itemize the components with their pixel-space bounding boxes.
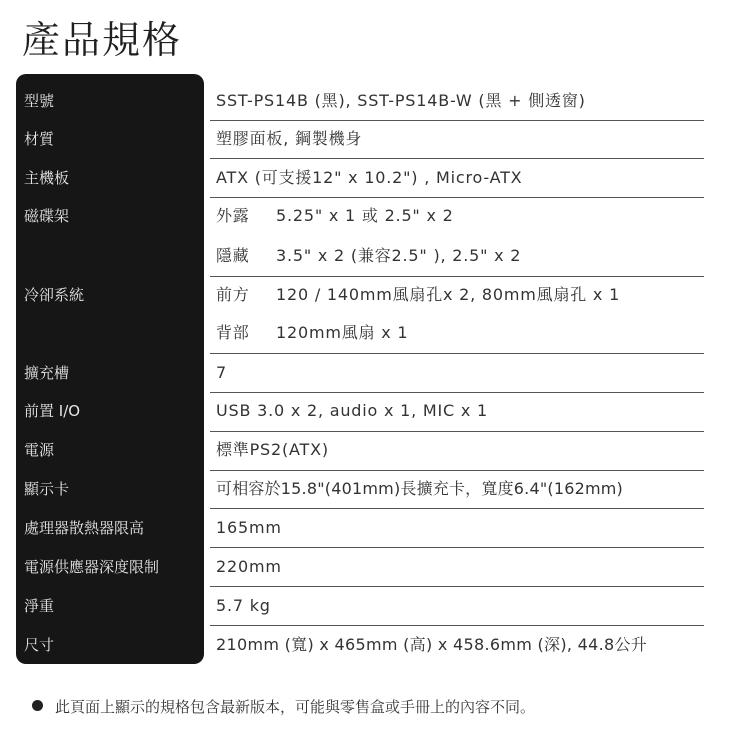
spec-value: SST-PS14B (黑), SST-PS14B-W (黑 + 側透窗)	[216, 91, 586, 110]
spec-label: 冷卻系統	[24, 286, 85, 304]
spec-row-dimensions	[0, 626, 750, 664]
spec-value: 可相容於15.8"(401mm)長擴充卡，寬度6.4"(162mm)	[216, 479, 623, 498]
spec-row-graphics-card	[0, 470, 750, 508]
spec-row-expansion-slots	[0, 354, 750, 392]
spec-value: USB 3.0 x 2, audio x 1, MIC x 1	[216, 401, 489, 420]
page-title: 產品規格	[22, 18, 183, 62]
footnote	[32, 696, 535, 718]
spec-label: 尺寸	[24, 636, 55, 654]
spec-value	[216, 237, 521, 275]
spec-value: 標準PS2(ATX)	[216, 440, 329, 459]
spec-row-model	[0, 82, 750, 120]
spec-row-cpu-cooler-height	[0, 509, 750, 547]
spec-value: 5.7 kg	[216, 596, 271, 615]
spec-row-material	[0, 120, 750, 158]
spec-row-cooling-front	[0, 276, 750, 314]
spec-sub-label: 外露	[216, 206, 250, 225]
spec-label: 主機板	[24, 169, 70, 187]
spec-row-drive-bays-internal	[0, 237, 750, 275]
spec-label: 電源	[24, 441, 55, 459]
footnote-text: 此頁面上顯示的規格包含最新版本，可能與零售盒或手冊上的內容不同。	[55, 698, 536, 716]
spec-row-psu-depth	[0, 548, 750, 586]
spec-row-net-weight	[0, 587, 750, 625]
spec-label: 型號	[24, 92, 55, 110]
spec-label: 磁碟架	[24, 207, 70, 225]
spec-value: 7	[216, 363, 227, 382]
spec-sub-value: 5.25" x 1 或 2.5" x 2	[276, 206, 454, 225]
spec-value: ATX (可支援12" x 10.2") , Micro-ATX	[216, 168, 523, 187]
spec-row-power-supply	[0, 431, 750, 469]
bullet-icon	[32, 700, 43, 711]
spec-sub-label: 隱藏	[216, 246, 250, 265]
spec-value	[216, 314, 408, 352]
spec-label: 材質	[24, 130, 55, 148]
spec-label: 處理器散熱器限高	[24, 519, 145, 537]
spec-value: 220mm	[216, 557, 282, 576]
spec-label: 電源供應器深度限制	[24, 558, 160, 576]
spec-row-drive-bays-external	[0, 197, 750, 235]
spec-value: 210mm (寬) x 465mm (高) x 458.6mm (深), 44.8公升	[216, 635, 648, 654]
spec-label: 淨重	[24, 597, 55, 615]
spec-label: 擴充槽	[24, 364, 70, 382]
spec-value	[216, 276, 620, 314]
spec-sub-label: 背部	[216, 323, 250, 342]
spec-value	[216, 197, 454, 235]
spec-row-front-io	[0, 392, 750, 430]
spec-row-motherboard	[0, 159, 750, 197]
spec-value: 165mm	[216, 518, 282, 537]
spec-value: 塑膠面板, 鋼製機身	[216, 129, 363, 148]
spec-label: 顯示卡	[24, 480, 70, 498]
spec-sub-value: 3.5" x 2 (兼容2.5" ), 2.5" x 2	[276, 246, 522, 265]
spec-row-cooling-rear	[0, 314, 750, 352]
spec-sub-value: 120 / 140mm風扇孔x 2, 80mm風扇孔 x 1	[276, 285, 621, 304]
spec-label: 前置 I/O	[24, 402, 81, 420]
spec-sub-label: 前方	[216, 285, 250, 304]
spec-sub-value: 120mm風扇 x 1	[276, 323, 409, 342]
